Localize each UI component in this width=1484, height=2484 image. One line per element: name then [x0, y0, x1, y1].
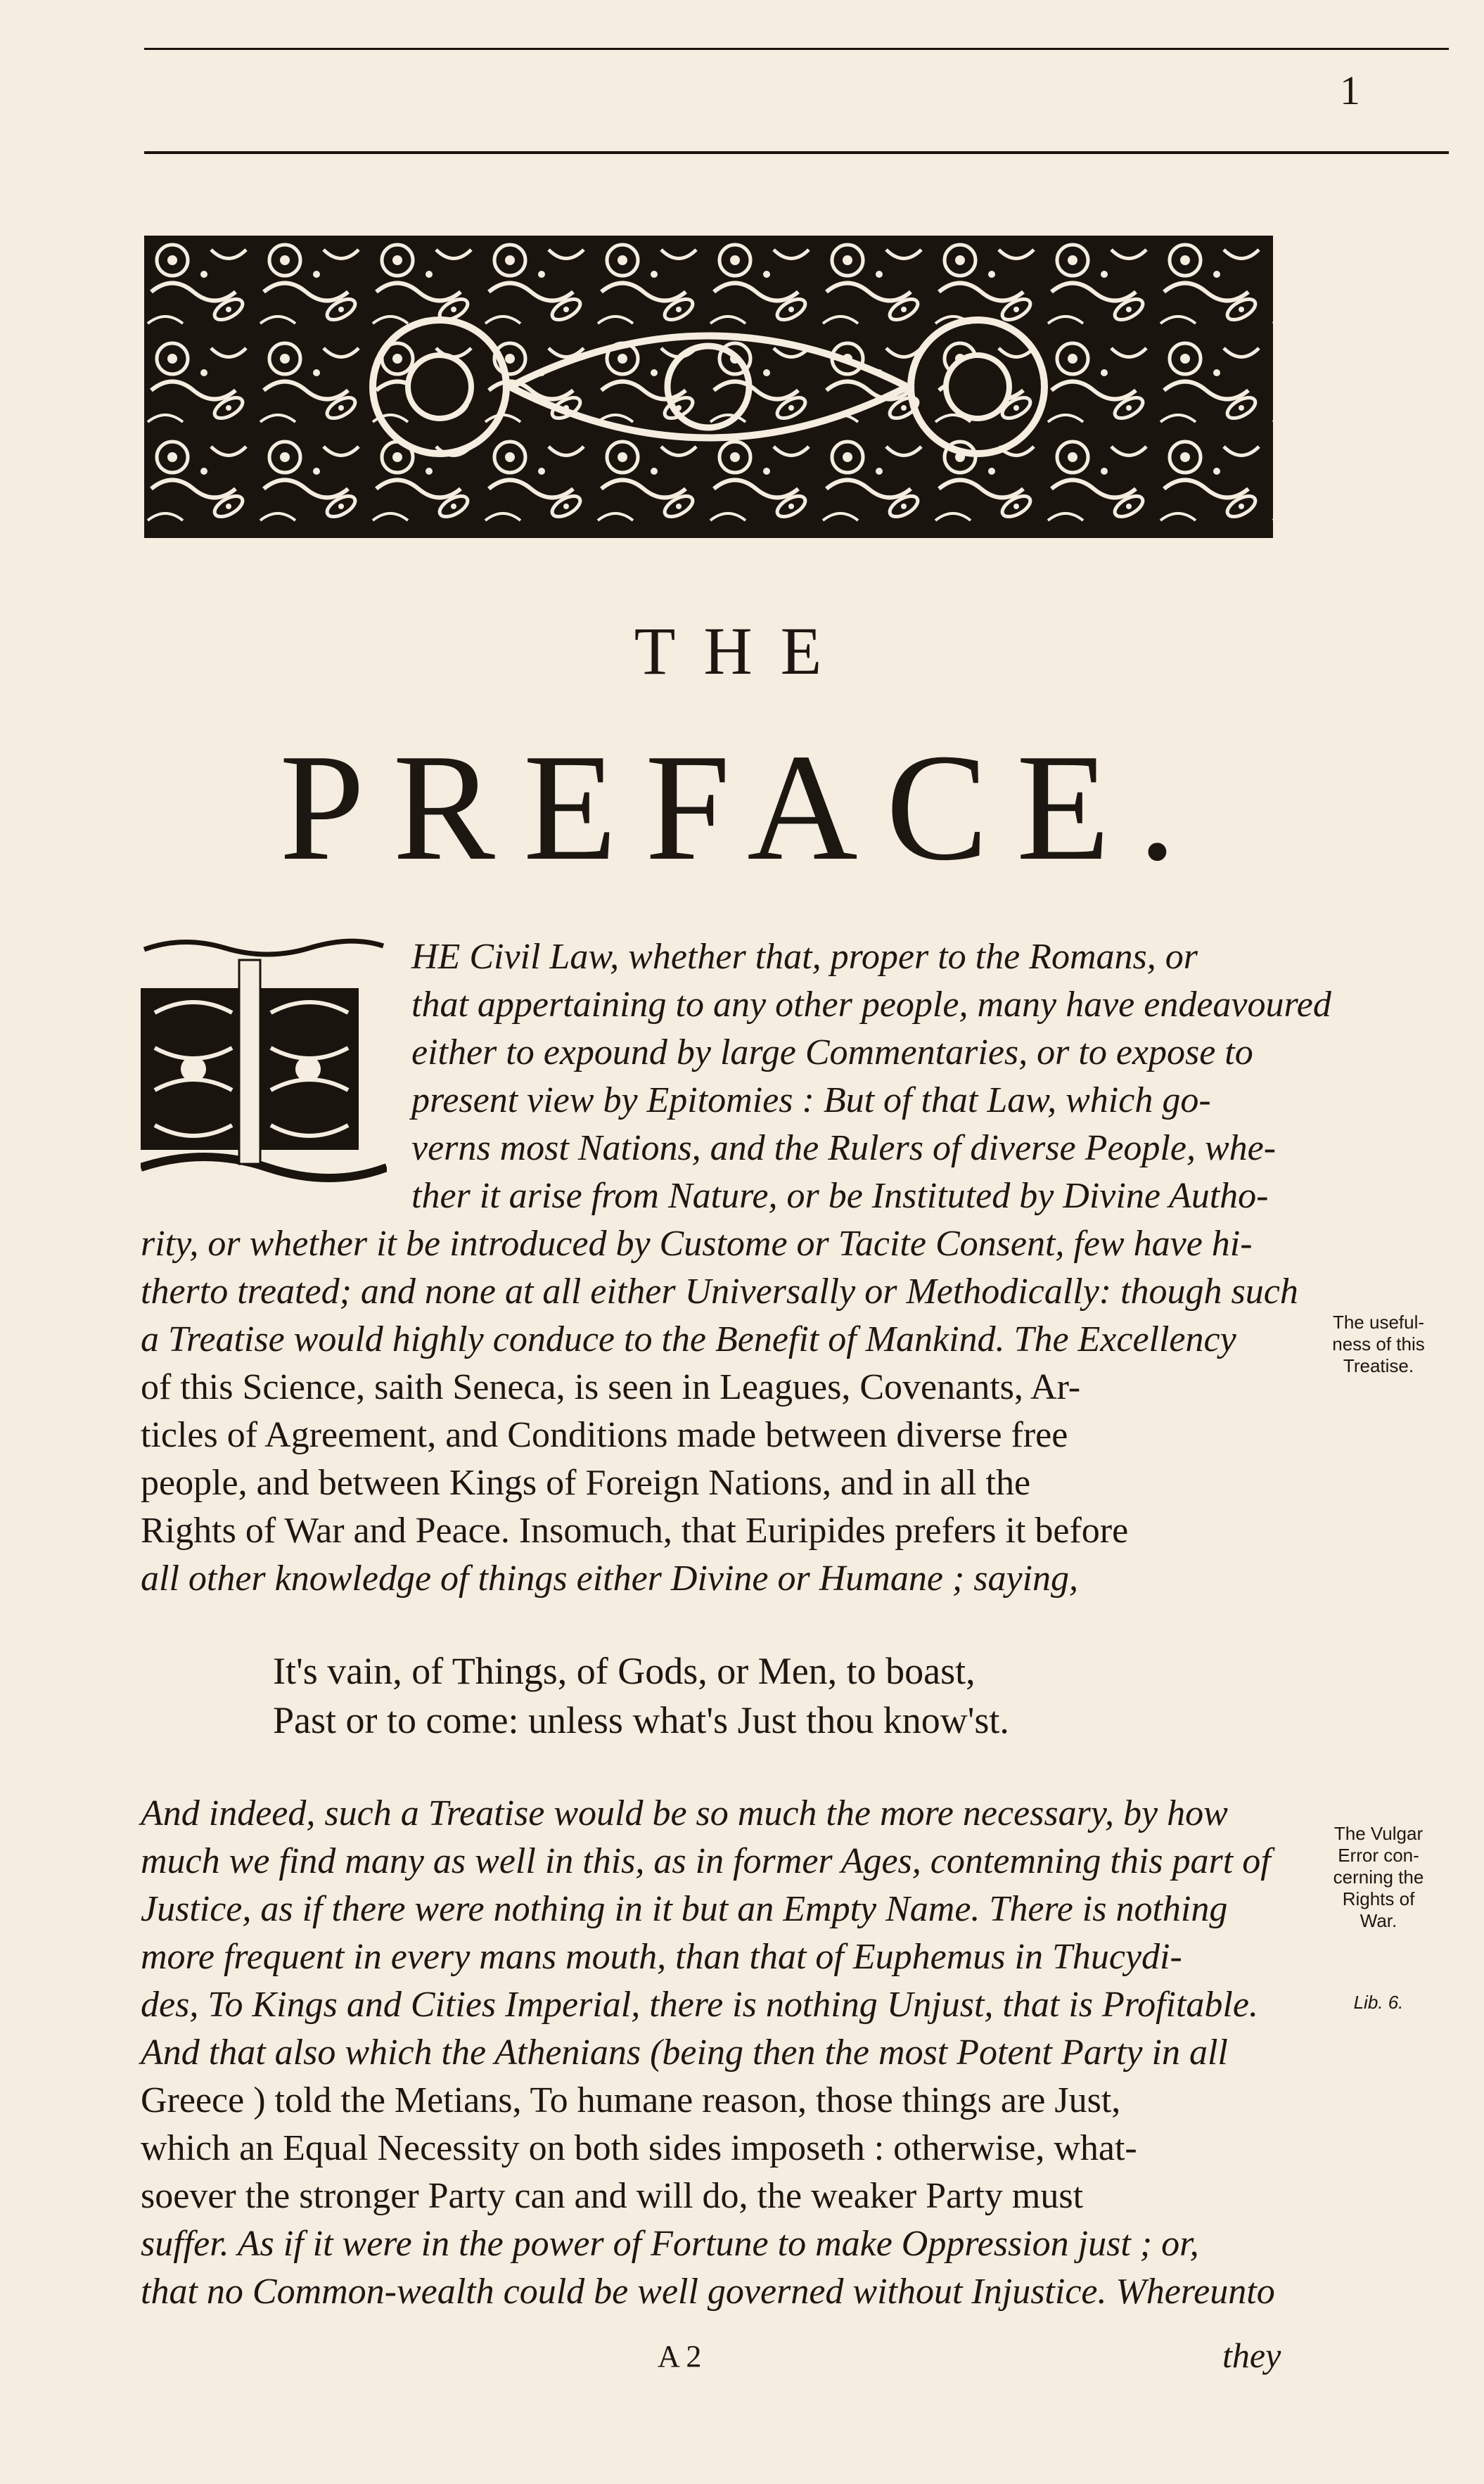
body-line: either to expound by large Commentaries, or to expose to — [411, 1032, 1253, 1073]
body-line: And indeed, such a Treatise would be so much the more necessary, by how — [141, 1793, 1228, 1833]
top-rule-upper — [144, 48, 1449, 50]
catchword: they — [1222, 2336, 1281, 2375]
floral-headpiece — [144, 236, 1273, 538]
decorated-initial-t — [141, 935, 387, 1196]
margin-note-line: War. — [1360, 1910, 1397, 1931]
body-line: that appertaining to any other people, many have endeavoured — [411, 985, 1331, 1025]
body-line: more frequent in every mans mouth, than that of Euphemus in Thucydi- — [141, 1937, 1182, 1977]
body-line: of this Science, saith Seneca, is seen in Leagues, Covenants, Ar- — [141, 1367, 1081, 1407]
top-rule-lower — [144, 151, 1449, 154]
margin-note-usefulness — [1308, 1312, 1449, 1377]
body-line: suffer. As if it were in the power of Fortune to make Oppression just ; or, — [141, 2224, 1199, 2264]
margin-note-line: The Vulgar — [1333, 1823, 1424, 1844]
body-line: Greece ) told the Metians, To humane reason, those things are Just, — [141, 2080, 1121, 2120]
body-line: all other knowledge of things either Divine or Humane ; saying, — [141, 1558, 1079, 1599]
margin-note-line: The useful- — [1332, 1312, 1425, 1333]
verse-line: It's vain, of Things, of Gods, or Men, to boast, — [273, 1650, 976, 1692]
margin-note-line: Lib. 6. — [1353, 1992, 1404, 2013]
body-line: Justice, as if there were nothing in it but an Empty Name. There is nothing — [141, 1889, 1228, 1929]
body-line: des, To Kings and Cities Imperial, there is nothing Unjust, that is Profitable. — [141, 1985, 1258, 2025]
body-line: a Treatise would highly conduce to the Benefit of Mankind. The Excellency — [141, 1319, 1236, 1359]
body-line: verns most Nations, and the Rulers of diverse People, whe- — [411, 1128, 1277, 1168]
margin-note-lib — [1308, 1992, 1449, 2014]
body-line: ther it arise from Nature, or be Instituted by Divine Autho- — [411, 1176, 1269, 1216]
verse-line: Past or to come: unless what's Just thou know'st. — [273, 1699, 1009, 1741]
margin-note-line: Error con- — [1338, 1845, 1419, 1866]
body-line: soever the stronger Party can and will do, the weaker Party must — [141, 2176, 1084, 2216]
body-line: which an Equal Necessity on both sides imposeth : otherwise, what- — [141, 2128, 1137, 2168]
body-line: ticles of Agreement, and Conditions made between diverse free — [141, 1415, 1068, 1455]
body-line: Rights of War and Peace. Insomuch, that Euripides prefers it before — [141, 1511, 1129, 1551]
body-line: therto treated; and none at all either Universally or Methodically: though such — [141, 1272, 1298, 1312]
margin-note-line: cerning the — [1333, 1867, 1424, 1888]
signature-mark: A 2 — [658, 2339, 702, 2374]
title-the: THE — [634, 613, 850, 689]
page-number: 1 — [1340, 68, 1360, 113]
body-line: HE Civil Law, whether that, proper to the Romans, or — [411, 937, 1198, 977]
body-line: much we find many as well in this, as in former Ages, contemning this part of — [141, 1841, 1271, 1881]
body-line: people, and between Kings of Foreign Nations, and in all the — [141, 1463, 1031, 1503]
body-line: present view by Epitomies : But of that Law, which go- — [411, 1080, 1211, 1120]
margin-note-line: Treatise. — [1343, 1355, 1414, 1376]
body-line: that no Common-wealth could be well governed without Injustice. Whereunto — [141, 2272, 1275, 2312]
margin-note-vulgar-error — [1308, 1823, 1449, 1932]
title-preface: PREFACE. — [279, 723, 1205, 892]
body-line: And that also which the Athenians (being then the most Potent Party in all — [141, 2032, 1228, 2073]
margin-note-line: ness of this — [1332, 1333, 1425, 1355]
margin-note-line: Rights of — [1342, 1888, 1415, 1909]
body-line: rity, or whether it be introduced by Custome or Tacite Consent, few have hi- — [141, 1224, 1253, 1264]
